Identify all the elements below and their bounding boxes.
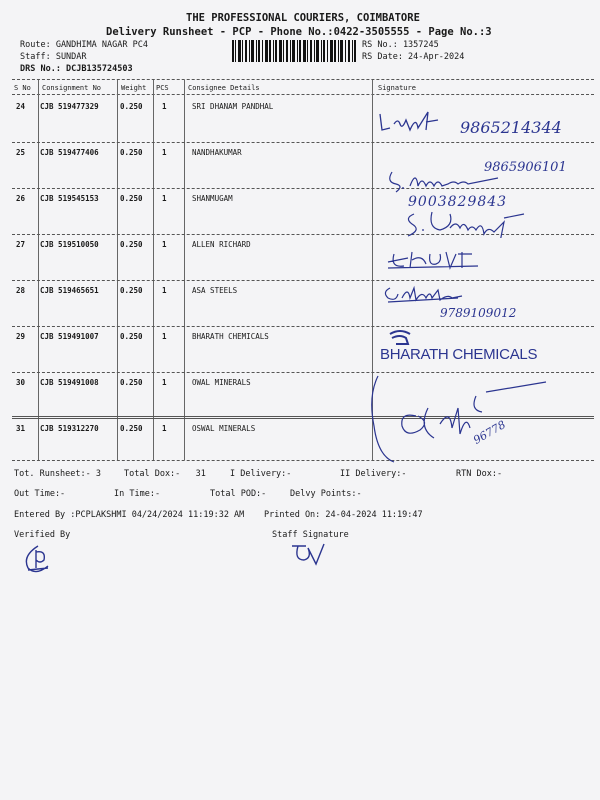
- row-consignment: CJB 519491007: [40, 332, 99, 341]
- row-pcs: 1: [162, 194, 167, 203]
- row-pcs: 1: [162, 286, 167, 295]
- handwritten-phone-31: 96778: [471, 418, 508, 447]
- col-sno: S No: [14, 84, 31, 92]
- signature-row-26: [404, 208, 554, 238]
- col-divider-4: [184, 80, 185, 460]
- row-rule: [12, 142, 594, 143]
- company-stamp-text: BHARATH CHEMICALS: [380, 346, 538, 363]
- row-sno: 31: [16, 424, 26, 433]
- table-top-rule: [12, 79, 594, 80]
- row-consignee: BHARATH CHEMICALS: [192, 332, 269, 341]
- row-pcs: 1: [162, 240, 167, 249]
- row-pcs: 1: [162, 102, 167, 111]
- row-sno: 26: [16, 194, 26, 203]
- row-consignment: CJB 519491008: [40, 378, 99, 387]
- row-consignee: ALLEN RICHARD: [192, 240, 251, 249]
- row-pcs: 1: [162, 148, 167, 157]
- route-label: Route: GANDHIMA NAGAR PC4: [20, 40, 148, 50]
- total-dox: Total Dox:- 31: [124, 469, 206, 479]
- in-time: In Time:-: [114, 489, 161, 499]
- signature-row-27: [382, 248, 492, 274]
- stamp-logo-icon: [386, 328, 416, 348]
- delvy-points: Delvy Points:-: [290, 489, 362, 499]
- i-delivery: I Delivery:-: [230, 469, 292, 479]
- row-consignment: CJB 519465651: [40, 286, 99, 295]
- row-consignee: SRI DHANAM PANDHAL: [192, 102, 274, 111]
- printed-on: Printed On: 24-04-2024 11:19:47: [264, 510, 423, 520]
- col-weight: Weight: [121, 84, 147, 92]
- col-divider-2: [117, 80, 118, 460]
- row-sno: 29: [16, 332, 26, 341]
- row-weight: 0.250: [120, 424, 143, 433]
- handwritten-phone-26: 9003829843: [408, 194, 508, 210]
- runsheet-subtitle: Delivery Runsheet - PCP - Phone No.:0422-3505555 - Page No.:3: [106, 26, 492, 38]
- col-divider-1: [38, 80, 39, 460]
- table-header-rule: [12, 94, 594, 95]
- total-pod: Total POD:-: [210, 489, 267, 499]
- signature-row-28: [382, 284, 472, 306]
- row-weight: 0.250: [120, 378, 143, 387]
- signature-row-30-31: [366, 372, 566, 464]
- barcode-image: [232, 40, 356, 62]
- row-weight: 0.250: [120, 194, 143, 203]
- row-consignment: CJB 519510050: [40, 240, 99, 249]
- row-consignment: CJB 519477406: [40, 148, 99, 157]
- row-consignee: ASA STEELS: [192, 286, 238, 295]
- row-pcs: 1: [162, 378, 167, 387]
- row-consignment: CJB 519312270: [40, 424, 99, 433]
- row-weight: 0.250: [120, 332, 143, 341]
- handwritten-phone-25: 9865906101: [484, 160, 567, 175]
- handwritten-phone-24: 9865214344: [460, 118, 562, 137]
- entered-by: Entered By :PCPLAKSHMI 04/24/2024 11:19:32 AM: [14, 510, 245, 520]
- verifier-signature: [22, 542, 58, 574]
- staff-signature: [288, 540, 328, 568]
- row-consignment: CJB 519545153: [40, 194, 99, 203]
- staff-label: Staff: SUNDAR: [20, 52, 87, 62]
- row-rule: [12, 326, 594, 327]
- rs-date: RS Date: 24-Apr-2024: [362, 52, 465, 62]
- row-weight: 0.250: [120, 148, 143, 157]
- rtn-dox: RTN Dox:-: [456, 469, 503, 479]
- row-pcs: 1: [162, 332, 167, 341]
- row-weight: 0.250: [120, 286, 143, 295]
- row-rule: [12, 280, 594, 281]
- col-consignee: Consignee Details: [188, 84, 260, 92]
- ii-delivery: II Delivery:-: [340, 469, 407, 479]
- verified-by-label: Verified By: [14, 530, 71, 540]
- row-sno: 28: [16, 286, 26, 295]
- row-sno: 25: [16, 148, 26, 157]
- row-sno: 30: [16, 378, 26, 387]
- row-consignee: OWAL MINERALS: [192, 378, 251, 387]
- company-title: THE PROFESSIONAL COURIERS, COIMBATORE: [186, 12, 420, 24]
- col-divider-3: [153, 80, 154, 460]
- row-sno: 27: [16, 240, 26, 249]
- row-consignee: OSWAL MINERALS: [192, 424, 256, 433]
- out-time: Out Time:-: [14, 489, 66, 499]
- row-consignment: CJB 519477329: [40, 102, 99, 111]
- rs-number: RS No.: 1357245: [362, 40, 439, 50]
- row-pcs: 1: [162, 424, 167, 433]
- row-consignee: NANDHAKUMAR: [192, 148, 242, 157]
- handwritten-phone-28: 9789109012: [440, 306, 517, 320]
- col-signature: Signature: [378, 84, 416, 92]
- row-weight: 0.250: [120, 240, 143, 249]
- tot-runsheet: Tot. Runsheet:- 3: [14, 469, 101, 479]
- col-consignment: Consignment No: [42, 84, 102, 92]
- signature-row-24: [376, 108, 456, 138]
- row-weight: 0.250: [120, 102, 143, 111]
- row-sno: 24: [16, 102, 26, 111]
- staff-signature-label: Staff Signature: [272, 530, 349, 540]
- drs-number: DRS No.: DCJB135724503: [20, 64, 133, 74]
- signature-row-25: [386, 166, 516, 194]
- col-pcs: PCS: [156, 84, 169, 92]
- row-consignee: SHANMUGAM: [192, 194, 233, 203]
